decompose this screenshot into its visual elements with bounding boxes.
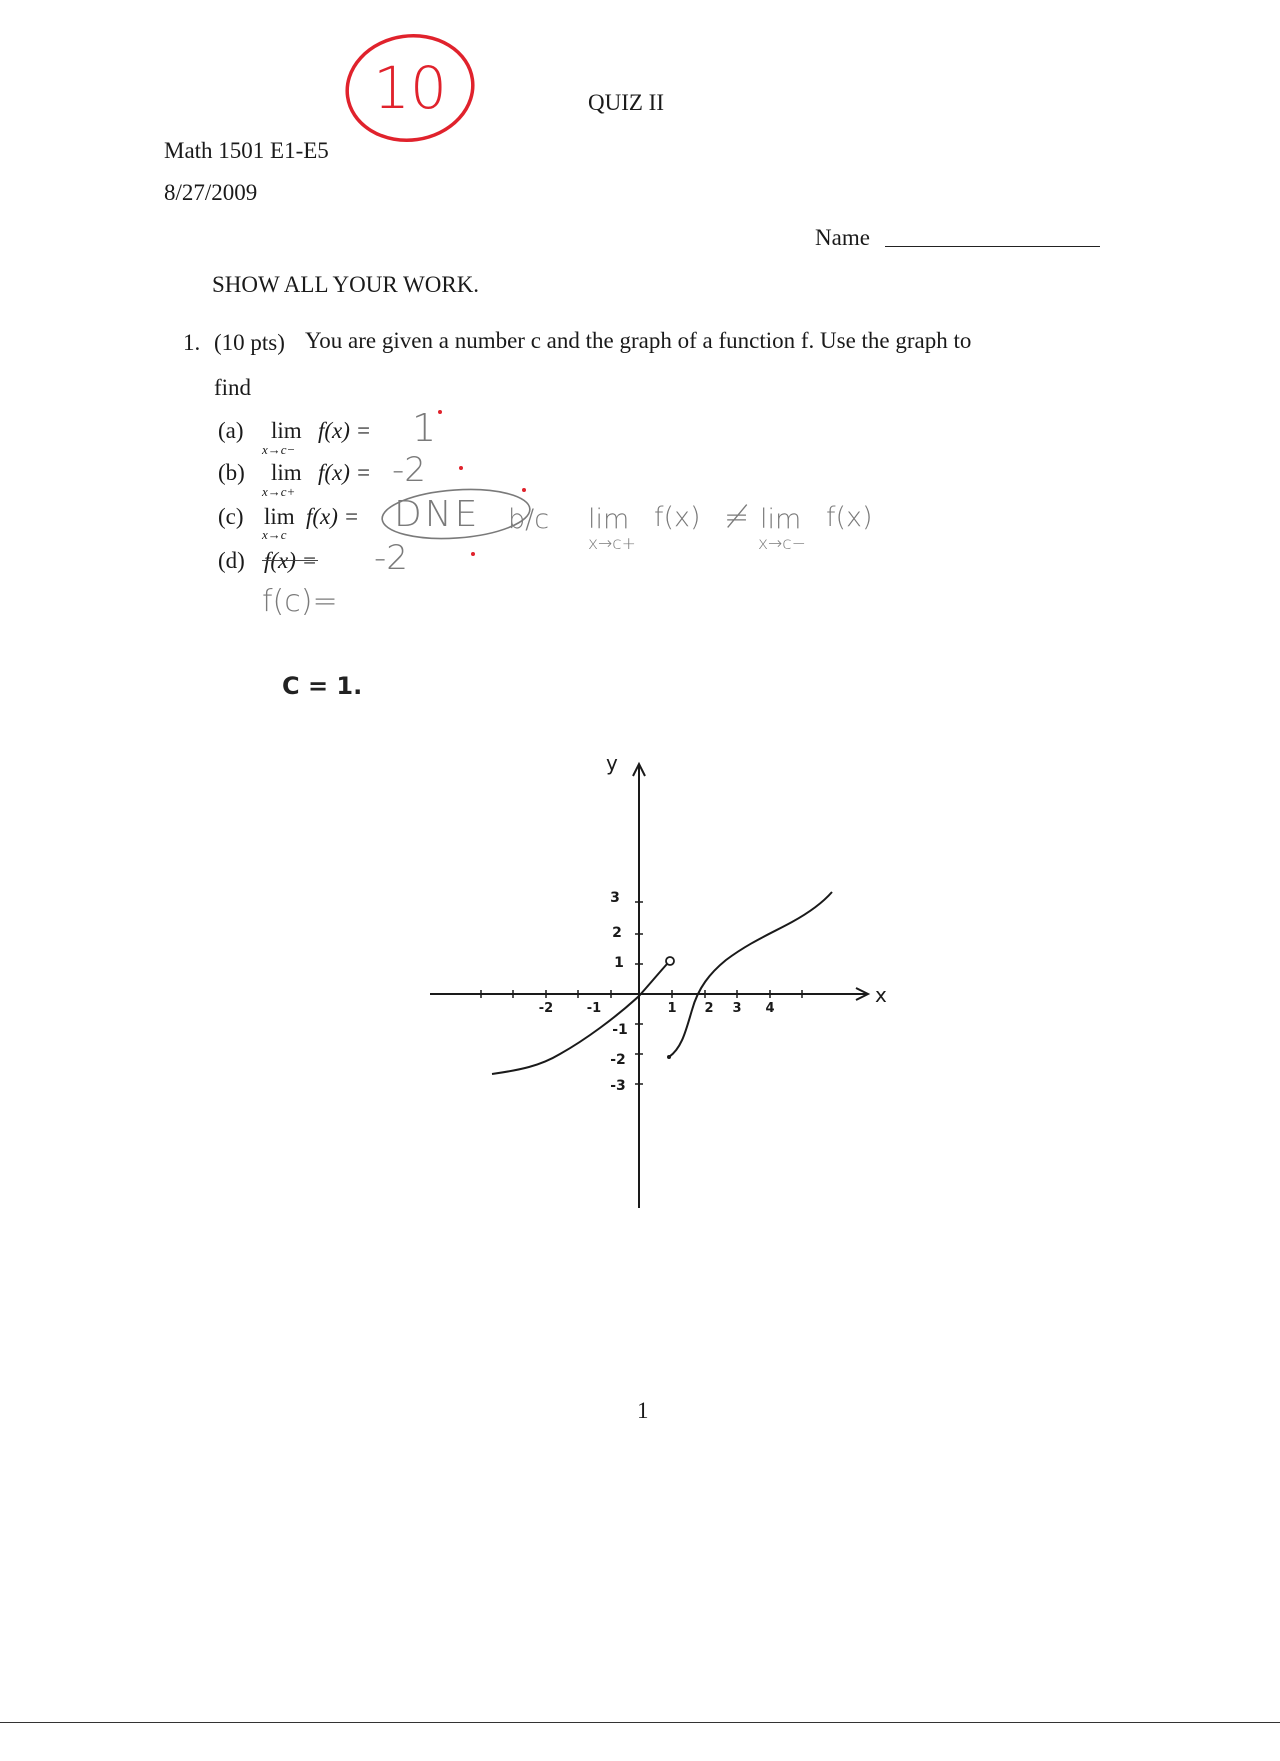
quiz-title: QUIZ II [588,90,664,115]
name-blank-line[interactable] [885,246,1100,247]
part-d-label: (d) [218,548,245,573]
x-tick-label: -1 [586,1001,602,1016]
curve-right-branch [669,892,832,1057]
part-c-answer: DNE [394,494,481,535]
date-label: 8/27/2009 [164,180,258,205]
page-number: 1 [637,1398,649,1423]
explanation-because: b/c [508,504,550,535]
y-tick-label: 1 [614,955,624,971]
y-axis-label: y [606,751,618,775]
closed-point-endpoint [667,1055,671,1059]
page-fold-line [0,1722,1280,1723]
x-tick-label: 1 [667,1001,677,1016]
y-tick-label: -3 [610,1078,626,1094]
part-b-label: (b) [218,460,245,485]
part-a-answer: 1 [412,406,437,450]
part-b-lim: lim [271,460,302,485]
question-number: 1. [183,330,201,355]
explanation-neq: ≠ [724,500,750,535]
red-check-a [438,410,442,414]
score-circle [340,28,480,148]
question-points: (10 pts) [214,330,285,355]
red-check-d [471,552,475,556]
x-tick-label: -2 [538,1001,554,1016]
function-graph [420,748,900,1218]
y-tick-label: -1 [612,1022,628,1038]
explanation-lim2: lim [760,504,802,535]
name-label: Name [815,225,870,250]
part-a-lim: lim [271,418,302,443]
part-d-answer: -2 [374,538,408,578]
red-check-b [459,466,463,470]
part-b-sub: x→c+ [262,484,296,499]
question-text-find: find [214,375,252,400]
score-value: 10 [373,54,447,122]
part-c-sub: x→c [262,527,287,542]
part-d-strikethrough [262,560,318,561]
x-tick-label: 3 [732,1001,742,1016]
part-c-label: (c) [218,504,244,529]
explanation-f1: f(x) [654,502,701,533]
part-b-answer: -2 [392,450,426,490]
x-tick-label: 2 [704,1001,714,1016]
part-a-expr: f(x) = [318,418,372,443]
c-value: C = 1. [282,672,363,700]
instructions: SHOW ALL YOUR WORK. [212,272,480,297]
part-d-expr: f(x) = [264,548,318,573]
open-circle-endpoint [666,957,674,965]
y-tick-label: -2 [610,1052,626,1068]
curve-left-branch [492,964,667,1074]
red-check-c [522,488,526,492]
x-tick-label: 4 [765,1001,775,1016]
part-b-expr: f(x) = [318,460,372,485]
explanation-lim2-sub: x→c− [758,534,806,554]
part-c-lim: lim [264,504,295,529]
question-text: You are given a number c and the graph of a function f. Use the graph to [305,328,972,353]
explanation-f2: f(x) [826,502,873,533]
explanation-lim1-sub: x→c+ [588,534,636,554]
part-a-label: (a) [218,418,244,443]
y-tick-label: 3 [610,890,620,906]
part-c-expr: f(x) = [306,504,360,529]
part-a-sub: x→c− [262,442,296,457]
handwritten-f-of-c: f(c)= [262,584,338,619]
y-tick-label: 2 [612,925,622,941]
x-axis-label: x [875,983,887,1007]
course-label: Math 1501 E1-E5 [164,138,329,163]
explanation-lim1: lim [588,504,630,535]
